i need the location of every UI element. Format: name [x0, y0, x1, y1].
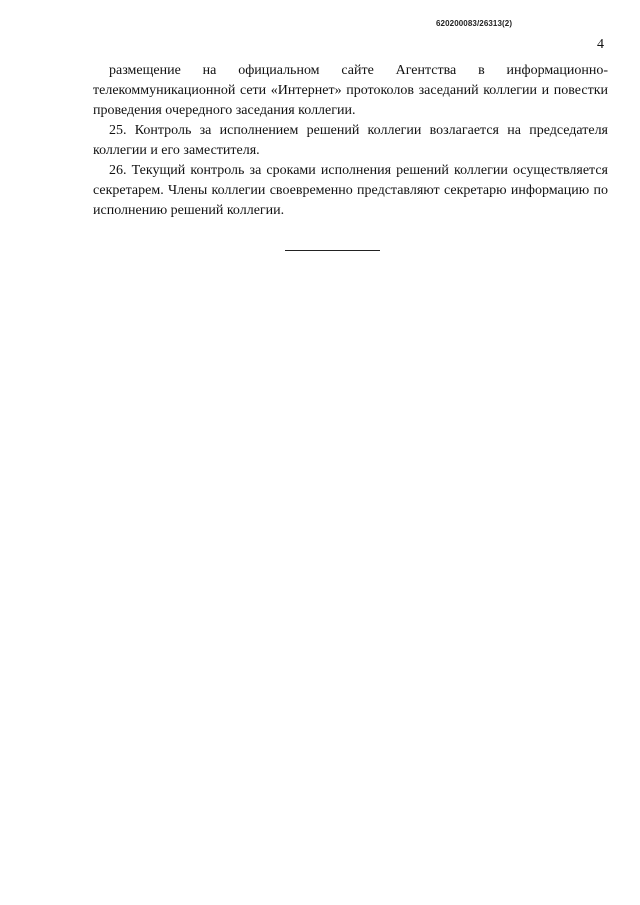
paragraph-25: 25. Контроль за исполнением решений коллегии возлагается на председателя коллегии и его заместителя. [93, 123, 608, 158]
end-of-document-line [285, 250, 380, 251]
continued-paragraph [93, 61, 608, 121]
paragraph-text: телекоммуникационной сети «Интернет» протоколов заседаний коллегии и повестки проведения очередного заседания коллегии. [93, 83, 608, 118]
paragraph-26: 26. Текущий контроль за сроками исполнения решений коллегии осуществляется секретарем. Члены коллегии своевременно представляют секретарю информацию по исполнению решений коллегии. [93, 163, 608, 218]
paragraph-line: размещение на официальном сайте Агентства в информационно- [109, 63, 608, 78]
document-body [93, 61, 608, 221]
page-number: 4 [597, 37, 604, 52]
document-id: 620200083/26313(2) [436, 19, 513, 28]
